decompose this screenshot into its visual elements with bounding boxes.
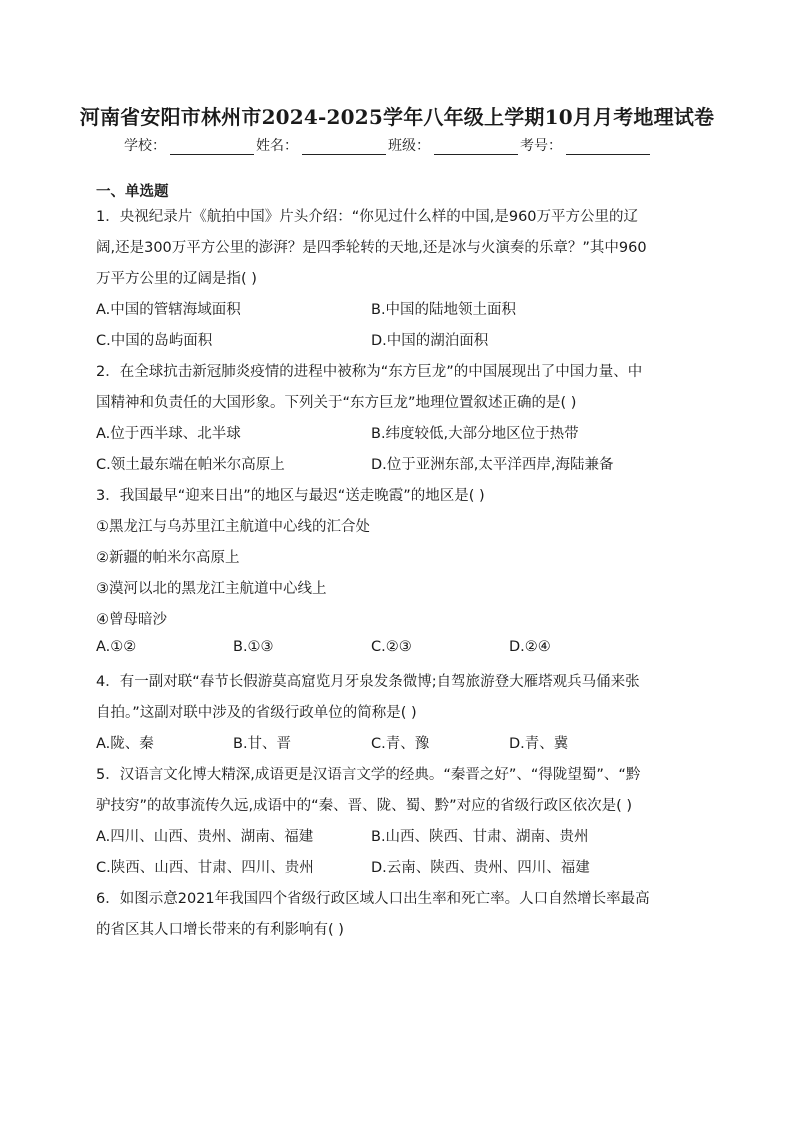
id-label: 考号： [520,138,562,154]
question-6-line-2: 的省区其人口增长带来的有利影响有( ) [96,922,344,938]
section-heading: 一、单选题 [96,184,169,200]
question-4-line-2: 自拍。”这副对联中涉及的省级行政单位的简称是( ) [96,705,417,721]
question-1-option-c[interactable]: C.中国的岛屿面积 [96,333,213,349]
question-3-item-3: ③漠河以北的黑龙江主航道中心线上 [96,581,327,597]
question-1-option-a[interactable]: A.中国的管辖海域面积 [96,302,241,318]
school-blank[interactable] [170,140,254,155]
page-title: 河南省安阳市林州市2024-2025学年八年级上学期10月月考地理试卷 [79,105,715,129]
question-6-line-1: 6．如图示意2021年我国四个省级行政区域人口出生率和死亡率。人口自然增长率最高 [96,891,650,907]
question-4-line-1: 4．有一副对联“春节长假游莫高窟览月牙泉发条微博;自驾旅游登大雁塔观兵马俑来张 [96,674,640,690]
question-3-item-1: ①黑龙江与乌苏里江主航道中心线的汇合处 [96,519,370,535]
question-5-option-b[interactable]: B.山西、陕西、甘肃、湖南、贵州 [371,829,589,845]
question-4-option-b[interactable]: B.甘、晋 [233,736,292,752]
question-3-option-c[interactable]: C.②③ [371,639,412,655]
name-label: 姓名： [256,138,298,154]
name-blank[interactable] [302,140,386,155]
id-blank[interactable] [566,140,650,155]
question-2-option-a[interactable]: A.位于西半球、北半球 [96,426,241,442]
question-1-line-1: 1．央视纪录片《航拍中国》片头介绍：“你见过什么样的中国,是960万平方公里的辽 [96,209,639,225]
question-5-line-1: 5．汉语言文化博大精深,成语更是汉语言文学的经典。“秦晋之好”、“得陇望蜀”、“黔 [96,767,641,783]
class-label: 班级： [388,138,430,154]
question-3-option-d[interactable]: D.②④ [509,639,551,655]
question-4-option-d[interactable]: D.青、冀 [509,736,569,752]
question-1-line-2: 阔,还是300万平方公里的澎湃？是四季轮转的天地,还是冰与火演奏的乐章？”其中960 [96,240,647,256]
question-3-option-a[interactable]: A.①② [96,639,137,655]
school-label: 学校： [124,138,166,154]
question-2-option-b[interactable]: B.纬度较低,大部分地区位于热带 [371,426,579,442]
question-2-line-1: 2．在全球抗击新冠肺炎疫情的进程中被称为“东方巨龙”的中国展现出了中国力量、中 [96,364,643,380]
student-info-row [124,135,684,155]
question-1-option-d[interactable]: D.中国的湖泊面积 [371,333,489,349]
question-5-line-2: 驴技穷”的故事流传久远,成语中的“秦、晋、陇、蜀、黔”对应的省级行政区依次是( ) [96,798,633,814]
question-3-option-b[interactable]: B.①③ [233,639,274,655]
question-2-line-2: 国精神和负责任的大国形象。下列关于“东方巨龙”地理位置叙述正确的是( ) [96,395,577,411]
question-5-option-c[interactable]: C.陕西、山西、甘肃、四川、贵州 [96,860,314,876]
question-3-item-2: ②新疆的帕米尔高原上 [96,550,240,566]
question-4-option-c[interactable]: C.青、豫 [371,736,430,752]
question-3-line-1: 3．我国最早“迎来日出”的地区与最迟“送走晚霞”的地区是( ) [96,488,485,504]
question-4-option-a[interactable]: A.陇、秦 [96,736,154,752]
question-5-option-a[interactable]: A.四川、山西、贵州、湖南、福建 [96,829,314,845]
class-blank[interactable] [434,140,518,155]
question-2-option-c[interactable]: C.领土最东端在帕米尔高原上 [96,457,285,473]
question-1-option-b[interactable]: B.中国的陆地领土面积 [371,302,517,318]
question-1-line-3: 万平方公里的辽阔是指( ) [96,271,257,287]
question-3-item-4: ④曾母暗沙 [96,612,167,628]
question-2-option-d[interactable]: D.位于亚洲东部,太平洋西岸,海陆兼备 [371,457,614,473]
question-5-option-d[interactable]: D.云南、陕西、贵州、四川、福建 [371,860,590,876]
